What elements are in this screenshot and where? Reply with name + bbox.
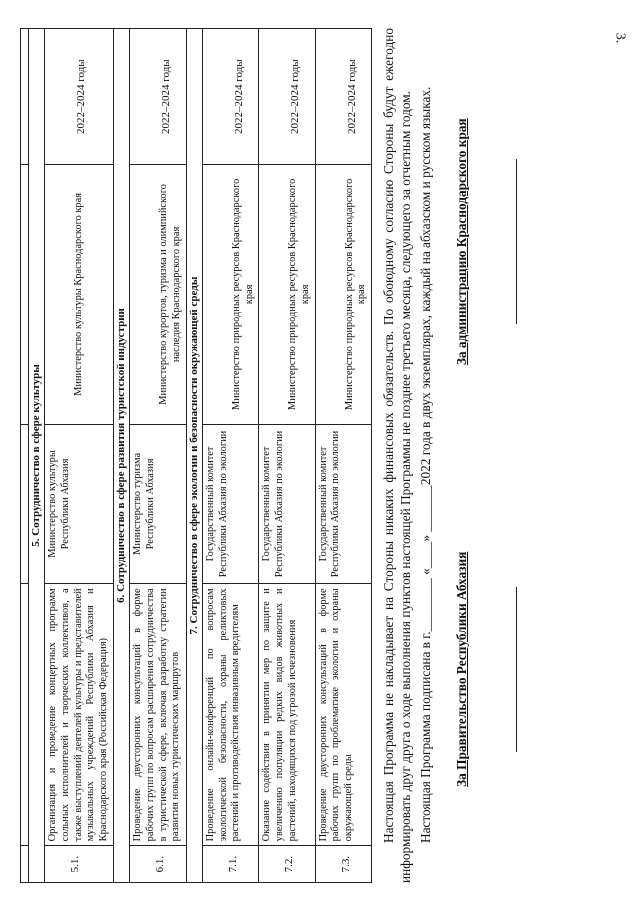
table-row [45, 29, 113, 883]
krasnodar-ministry-cell: Министерство природных ресурсов Краснодарского края [259, 165, 315, 424]
activity-cell: Организация и проведение концертных программ сольных исполнителей и творческих коллективов, а также выступлений деятелей культуры и представителей музыкальных учреждений Республики Абхазия и Краснодарского края (Российская Федерация) [45, 584, 113, 846]
table-row [130, 29, 186, 883]
item-number: 7.1. [203, 846, 259, 883]
abkhaz-partner-cell: Министерство туризма Республики Абхазия [130, 424, 186, 584]
signature-label-abkhazia: За Правительство Республики Абхазия [454, 551, 469, 787]
section-title: 7. Сотрудничество в сфере экологии и безопасности окружающей среды [186, 29, 202, 883]
abkhaz-partner-cell: Государственный комитет Республики Абхазия по экологии [259, 424, 315, 584]
item-number: 6.1. [130, 846, 186, 883]
period-cell: 2022–2024 годы [130, 29, 186, 165]
period-cell: 2022–2024 годы [203, 29, 259, 165]
activity-cell: Оказание содействия в принятии мер по защите и увеличению популяции редких видов животных и растений, находящихся под угрозой исчезновения [259, 584, 315, 846]
item-number: 7.3. [315, 846, 371, 883]
table-row [259, 29, 315, 883]
section-heading-row [113, 29, 129, 883]
item-number: 5.1. [45, 846, 113, 883]
table-row [315, 29, 371, 883]
paragraph-signed: Настоящая Программа подписана в г.________ «____» _______2022 года в двух экземплярах, каждый на абхазском и русском языках. [417, 86, 433, 843]
section-title: 5. Сотрудничество в сфере культуры [29, 29, 45, 883]
section-heading-row [29, 29, 45, 883]
activity-cell: Проведение двусторонних консультаций в форме рабочих групп по вопросам расширения сотрудничества в туристической сфере, включая разработку стратегии развития новых туристических маршрутов [130, 584, 186, 846]
period-cell: 2022–2024 годы [259, 29, 315, 165]
krasnodar-ministry-cell: Министерство природных ресурсов Краснодарского края [315, 165, 371, 424]
abkhaz-partner-cell: Министерство культуры Республики Абхазия [45, 424, 113, 584]
program-table [20, 28, 372, 883]
activity-cell: Проведение двусторонних консультаций в форме рабочих групп по проблематике экологии и охраны окружающей среды [315, 584, 371, 846]
signature-block [454, 28, 470, 883]
abkhaz-partner-cell: Государственный комитет Республики Абхазия по экологии [315, 424, 371, 584]
period-cell: 2022–2024 годы [315, 29, 371, 165]
period-cell: 2022–2024 годы [45, 29, 113, 165]
krasnodar-ministry-cell: Министерство культуры Краснодарского края [45, 165, 113, 424]
krasnodar-ministry-cell: Министерство природных ресурсов Краснодарского края [203, 165, 259, 424]
activity-cell: Проведение онлайн-конференций по вопросам экологической безопасности, охраны реликтовых растений и противодействия инвазивным вредителям [203, 584, 259, 846]
krasnodar-ministry-cell: Министерство курортов, туризма и олимпийского наследия Краснодарского края [130, 165, 186, 424]
paragraph-financial: Настоящая Программа не накладывает на Стороны никаких финансовых обязательств. По обоюдному согласию Стороны будут ежегодно информировать друг друга о ходе выполнения пунктов настоящей Программы не позднее третьего месяца, следующего за отчетным годом. [381, 28, 414, 883]
signature-line-right [516, 159, 517, 324]
item-number: 7.2. [259, 846, 315, 883]
signature-label-krasnodar: За администрацию Краснодарского края [454, 118, 469, 366]
abkhaz-partner-cell: Государственный комитет Республики Абхазия по экологии [203, 424, 259, 584]
signature-lines [516, 28, 517, 883]
section-heading-row [186, 29, 202, 883]
section-title: 6. Сотрудничество в сфере развития туристской индустрии [113, 29, 129, 883]
table-top-row [21, 29, 29, 883]
signature-line-left [516, 587, 517, 752]
page-number: 3. [612, 32, 628, 44]
program-table-body [21, 29, 372, 883]
rotated-page-content [20, 28, 605, 883]
table-row [203, 29, 259, 883]
